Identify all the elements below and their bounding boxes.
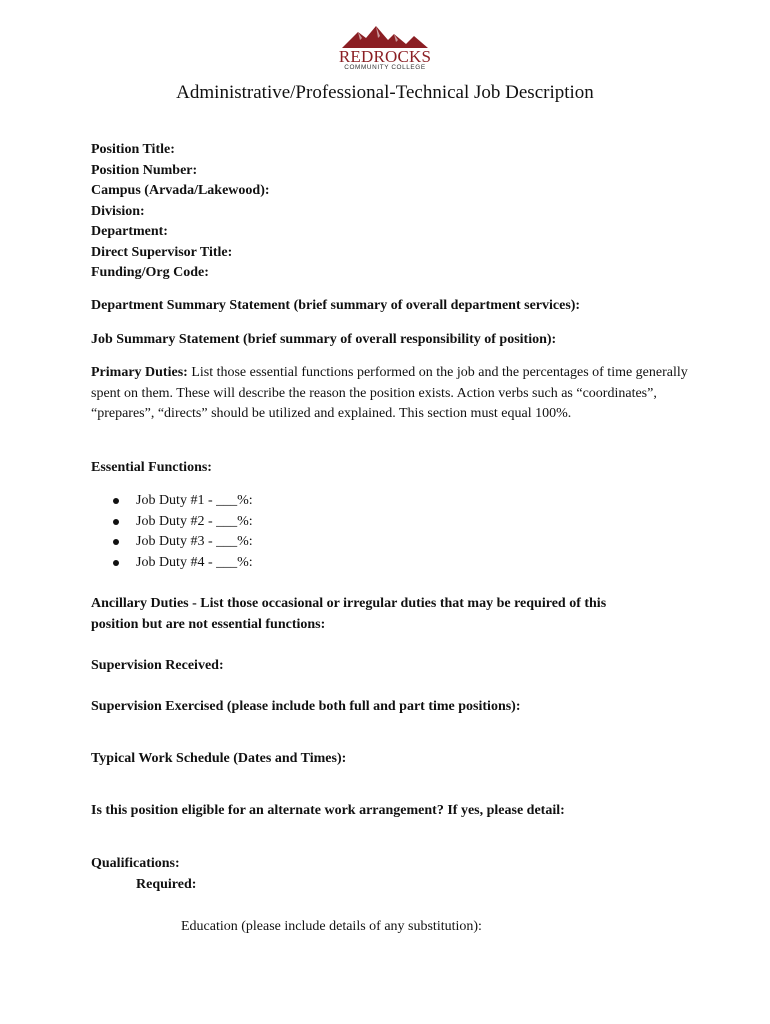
field-division: Division: [91,203,145,219]
job-summary-heading: Job Summary Statement (brief summary of overall responsibility of position): [91,332,557,347]
job-duty-2: Job Duty #2 - ___%: [136,513,253,529]
field-position-number: Position Number: [91,162,198,178]
department-summary-heading: Department Summary Statement (brief summary of overall department services): [91,298,581,313]
supervision-received-heading: Supervision Received: [91,658,224,673]
document-title: Administrative/Professional-Technical Job Description [176,82,594,103]
ancillary-duties-line-2: position but are not essential functions: [91,616,326,632]
alternate-work-heading: Is this position eligible for an alternate work arrangement? If yes, please detail: [91,803,565,818]
primary-duties-text: List those essential functions performed on the job and the percentages of time generally spent on them. These will describe the reason the position exists. Action verbs such as “coordinates”, “prepares”, “directs” should be utilized and explained. This section must equal 100%. [91,365,688,421]
essential-functions-list [91,491,253,573]
list-item [91,553,253,574]
qualifications-heading: Qualifications: [91,856,180,871]
logo-wordmark: REDROCKS [338,47,432,66]
logo-subtitle: COMMUNITY COLLEGE [344,64,426,71]
list-item [91,532,253,553]
field-direct-supervisor-title: Direct Supervisor Title: [91,244,233,260]
primary-duties-paragraph [91,363,691,425]
bullet-icon [113,498,119,504]
job-duty-3: Job Duty #3 - ___%: [136,534,253,549]
essential-functions-heading: Essential Functions: [91,460,212,475]
ancillary-duties-line-1: Ancillary Duties - List those occasional or irregular duties that may be required of this [91,596,607,611]
primary-duties-label: Primary Duties: [91,365,188,380]
list-item [91,512,253,533]
bullet-icon [113,539,119,545]
job-duty-4: Job Duty #4 - ___%: [136,554,253,570]
supervision-exercised-heading: Supervision Exercised (please include both full and part time positions): [91,699,521,714]
field-funding-org-code: Funding/Org Code: [91,265,209,280]
work-schedule-heading: Typical Work Schedule (Dates and Times): [91,751,347,766]
required-subheading: Required: [136,876,197,892]
bullet-icon [113,519,119,525]
field-campus: Campus (Arvada/Lakewood): [91,183,270,198]
college-logo [336,24,434,76]
list-item [91,491,253,512]
field-department: Department: [91,224,168,239]
job-duty-1: Job Duty #1 - ___%: [136,493,253,508]
bullet-icon [113,560,119,566]
education-line: Education (please include details of any substitution): [181,919,482,934]
field-position-title: Position Title: [91,142,175,157]
